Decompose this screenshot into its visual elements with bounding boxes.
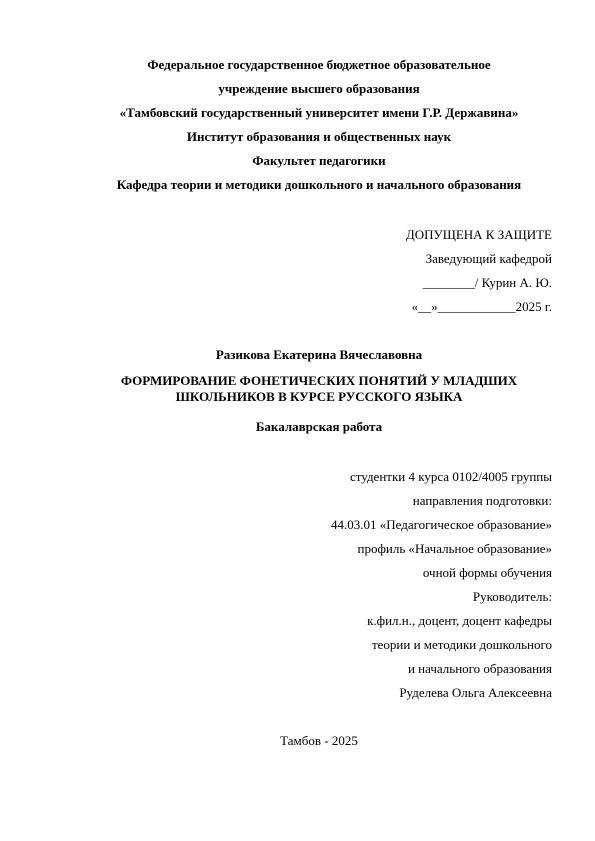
approval-line-1: ДОПУЩЕНА К ЗАЩИТЕ	[405, 227, 552, 242]
header-line-3: «Тамбовский государственный университет имени Г.Р. Державина»	[119, 105, 519, 120]
thesis-title-line-2: ШКОЛЬНИКОВ В КУРСЕ РУССКОГО ЯЗЫКА	[175, 389, 463, 404]
supervisor-degree: к.фил.н., доцент, доцент кафедры	[367, 613, 552, 628]
student-info-line-5: очной формы обучения	[422, 565, 552, 580]
student-info-line-1: студентки 4 курса 0102/4005 группы	[349, 469, 552, 484]
author-name: Разикова Екатерина Вячеславовна	[215, 347, 423, 362]
approval-line-2: Заведующий кафедрой	[425, 251, 552, 266]
supervisor-department-1: теории и методики дошкольного	[371, 637, 552, 652]
student-info-line-3: 44.03.01 «Педагогическое образование»	[330, 517, 552, 532]
approval-line-3: ________/ Курин А. Ю.	[422, 275, 552, 290]
student-info-line-4: профиль «Начальное образование»	[357, 541, 552, 556]
header-line-6: Кафедра теории и методики дошкольного и начального образования	[116, 177, 522, 192]
supervisor-name: Руделева Ольга Алексеевна	[399, 685, 552, 700]
supervisor-label: Руководитель:	[472, 589, 552, 604]
header-line-5: Факультет педагогики	[252, 153, 386, 168]
city-year: Тамбов - 2025	[280, 733, 358, 748]
work-type: Бакалаврская работа	[255, 419, 383, 434]
approval-line-4: «__»____________2025 г.	[411, 299, 552, 314]
thesis-title-line-1: ФОРМИРОВАНИЕ ФОНЕТИЧЕСКИХ ПОНЯТИЙ У МЛАДШИХ	[120, 373, 518, 388]
header-line-2: учреждение высшего образования	[218, 81, 420, 96]
supervisor-department-2: и начального образования	[407, 661, 552, 676]
header-line-1: Федеральное государственное бюджетное образовательное	[147, 57, 491, 72]
student-info-line-2: направления подготовки:	[412, 493, 552, 508]
header-line-4: Институт образования и общественных наук	[186, 129, 452, 144]
